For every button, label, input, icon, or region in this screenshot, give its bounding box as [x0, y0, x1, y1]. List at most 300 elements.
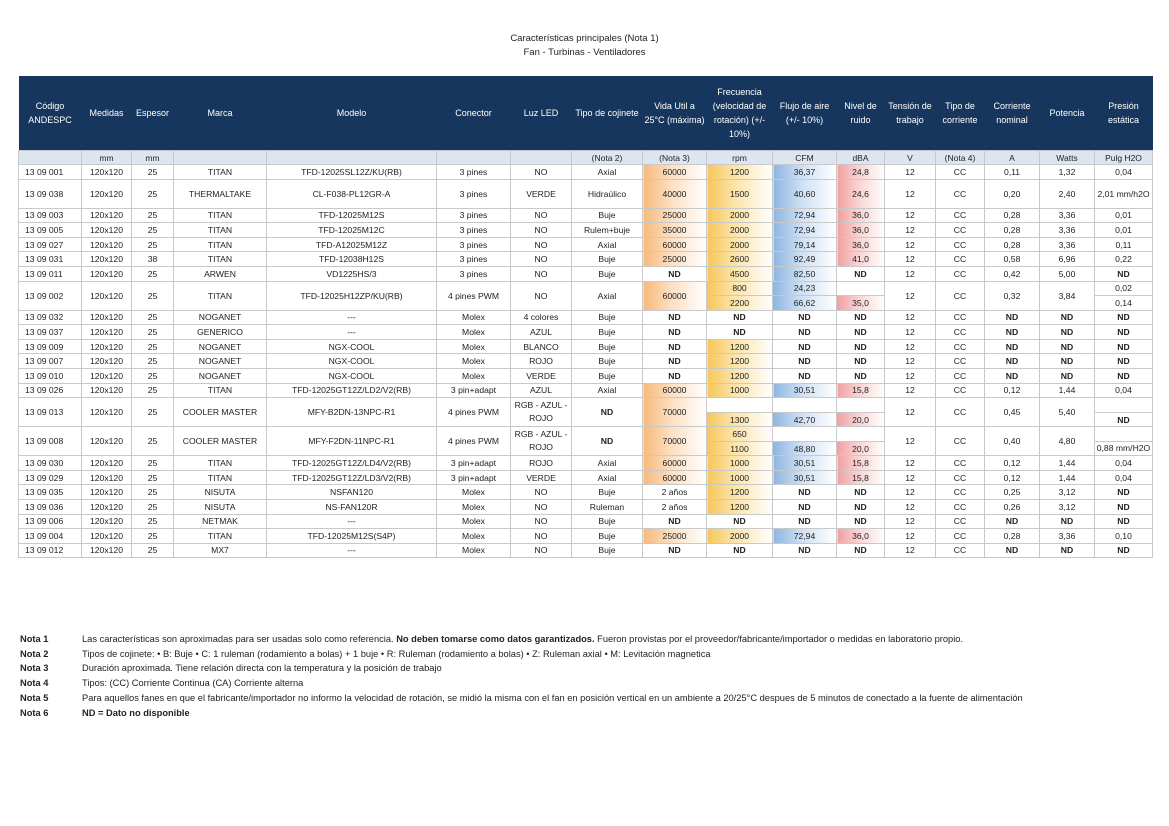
table-cell: ND: [572, 427, 643, 456]
table-cell: 0,22: [1095, 252, 1153, 267]
note-row: [20, 706, 1023, 721]
table-cell: 12: [885, 281, 936, 310]
note-text-bold: No deben tomarse como datos garantizados.: [396, 634, 595, 644]
table-cell: 25: [132, 456, 174, 471]
table-cell: CC: [936, 179, 985, 208]
table-cell: CC: [936, 310, 985, 325]
table-cell: ND: [1095, 339, 1153, 354]
table-cell: 12: [885, 456, 936, 471]
table-cell: 79,14: [773, 237, 837, 252]
table-cell: 3,12: [1040, 485, 1095, 500]
table-cell: CC: [936, 281, 985, 310]
cell-part: [1095, 398, 1152, 412]
cell-part: [707, 398, 772, 412]
table-cell: 72,94: [773, 208, 837, 223]
unit-cell: V: [885, 151, 936, 165]
table-cell: 25: [132, 368, 174, 383]
table-row: [19, 427, 1153, 456]
table-cell: 13 09 036: [19, 499, 82, 514]
unit-cell: (Nota 3): [643, 151, 707, 165]
table-cell: 0,32: [985, 281, 1040, 310]
table-cell: 12: [885, 383, 936, 398]
table-cell: 13 09 009: [19, 339, 82, 354]
table-cell: NO: [511, 266, 572, 281]
table-cell: Buje: [572, 208, 643, 223]
column-header: Potencia: [1040, 76, 1095, 151]
table-cell: Axial: [572, 456, 643, 471]
table-cell: 12: [885, 485, 936, 500]
table-cell: 13 09 011: [19, 266, 82, 281]
table-row: [19, 165, 1153, 180]
table-cell: ND: [985, 339, 1040, 354]
table-cell: 60000: [643, 470, 707, 485]
table-cell: 25: [132, 514, 174, 529]
table-cell: 15,8: [837, 383, 885, 398]
table-cell: Hidraúlico: [572, 179, 643, 208]
table-cell: ND: [773, 368, 837, 383]
table-cell: 120x120: [82, 165, 132, 180]
table-cell: 13 09 012: [19, 543, 82, 558]
column-header: Modelo: [267, 76, 437, 151]
table-cell: 120x120: [82, 499, 132, 514]
column-header: Medidas: [82, 76, 132, 151]
note-text-post: Fueron provistas por el proveedor/fabricante/importador o medidas en laboratorio propio.: [594, 634, 964, 644]
table-cell: 0,25: [985, 485, 1040, 500]
table-cell: ND: [643, 543, 707, 558]
table-cell: TITAN: [174, 281, 267, 310]
table-cell: Buje: [572, 310, 643, 325]
table-cell: 2000: [707, 237, 773, 252]
table-cell: 1000: [707, 470, 773, 485]
table-cell: Axial: [572, 237, 643, 252]
table-cell: 120x120: [82, 456, 132, 471]
cell-part: [837, 398, 884, 412]
table-cell: Molex: [437, 354, 511, 369]
unit-cell: [19, 151, 82, 165]
table-cell: 120x120: [82, 514, 132, 529]
table-cell: 120x120: [82, 237, 132, 252]
table-cell: 5,00: [1040, 266, 1095, 281]
table-cell: 25: [132, 470, 174, 485]
table-cell: 120x120: [82, 398, 132, 427]
table-row: [19, 325, 1153, 340]
table-cell: 6,96: [1040, 252, 1095, 267]
table-cell: CC: [936, 485, 985, 500]
table-cell: TITAN: [174, 470, 267, 485]
cell-part: 1100: [707, 441, 772, 456]
table-cell: 13 09 035: [19, 485, 82, 500]
table-cell: 3,36: [1040, 223, 1095, 238]
table-cell: 13 09 007: [19, 354, 82, 369]
table-cell: ROJO: [511, 354, 572, 369]
table-cell: 25: [132, 427, 174, 456]
table-cell: Axial: [572, 383, 643, 398]
table-cell: CC: [936, 383, 985, 398]
table-cell: 4 colores: [511, 310, 572, 325]
table-cell: ---: [267, 325, 437, 340]
unit-cell: Watts: [1040, 151, 1095, 165]
table-cell: 1000: [707, 383, 773, 398]
table-cell: 25: [132, 165, 174, 180]
table-cell: 30,51: [773, 470, 837, 485]
table-cell: 12: [885, 237, 936, 252]
cell-part: [837, 427, 884, 441]
table-cell: ND: [985, 310, 1040, 325]
table-cell: Axial: [572, 281, 643, 310]
table-cell: Buje: [572, 266, 643, 281]
table-cell: 1,44: [1040, 470, 1095, 485]
note-label: Nota 6: [20, 707, 49, 718]
cell-part: 20,0: [837, 441, 884, 456]
table-cell: 35000: [643, 223, 707, 238]
table-cell: Buje: [572, 514, 643, 529]
table-cell: NETMAK: [174, 514, 267, 529]
table-cell: ND: [643, 310, 707, 325]
table-cell: 13 09 038: [19, 179, 82, 208]
table-cell: [773, 398, 837, 427]
table-cell: ND: [707, 514, 773, 529]
cell-part: [773, 398, 836, 412]
table-cell: 25: [132, 529, 174, 544]
unit-cell: dBA: [837, 151, 885, 165]
table-cell: Ruleman: [572, 499, 643, 514]
table-cell: Buje: [572, 543, 643, 558]
table-cell: 0,28: [985, 529, 1040, 544]
cell-part: 0,02: [1115, 283, 1132, 294]
table-cell: 12: [885, 165, 936, 180]
table-cell: MX7: [174, 543, 267, 558]
table-cell: ND: [1095, 514, 1153, 529]
table-cell: [707, 281, 773, 310]
cell-part: 42,70: [773, 412, 836, 427]
table-cell: 13 09 002: [19, 281, 82, 310]
table-cell: CC: [936, 339, 985, 354]
table-cell: 38: [132, 252, 174, 267]
table-row: [19, 543, 1153, 558]
table-cell: 12: [885, 354, 936, 369]
unit-cell: mm: [132, 151, 174, 165]
table-cell: 120x120: [82, 543, 132, 558]
table-cell: CC: [936, 368, 985, 383]
table-row: [19, 529, 1153, 544]
unit-cell: [511, 151, 572, 165]
table-cell: 25: [132, 485, 174, 500]
table-cell: 3 pines: [437, 237, 511, 252]
table-cell: TITAN: [174, 252, 267, 267]
column-header: Código ANDESPC: [19, 76, 82, 151]
table-cell: TFD-12025GT12Z/LD4/V2(RB): [267, 456, 437, 471]
title-line-1: Características principales (Nota 1): [510, 33, 659, 44]
table-cell: 0,12: [985, 383, 1040, 398]
table-cell: 60000: [643, 281, 707, 310]
note-text-pre: Las características son aproximadas para ser usadas solo como referencia.: [82, 634, 397, 644]
table-cell: 13 09 004: [19, 529, 82, 544]
note-label: Nota 2: [20, 648, 49, 659]
table-cell: CC: [936, 252, 985, 267]
table-cell: 2 años: [643, 499, 707, 514]
table-cell: 2,40: [1040, 179, 1095, 208]
note-row: [20, 647, 1023, 662]
table-cell: ND: [837, 339, 885, 354]
table-cell: ND: [837, 499, 885, 514]
table-cell: Axial: [572, 470, 643, 485]
table-cell: 13 09 030: [19, 456, 82, 471]
table-cell: 120x120: [82, 252, 132, 267]
table-cell: 25: [132, 354, 174, 369]
table-cell: NO: [511, 252, 572, 267]
table-cell: 70000: [643, 427, 707, 456]
note-label: Nota 1: [20, 634, 49, 644]
table-cell: 0,01: [1095, 223, 1153, 238]
table-cell: CC: [936, 499, 985, 514]
table-cell: 2 años: [643, 485, 707, 500]
table-cell: NOGANET: [174, 339, 267, 354]
table-cell: 12: [885, 208, 936, 223]
table-cell: CC: [936, 529, 985, 544]
table-cell: 15,8: [837, 470, 885, 485]
table-cell: ND: [643, 368, 707, 383]
units-row: [19, 151, 1153, 165]
table-cell: 30,51: [773, 456, 837, 471]
table-cell: 13 09 013: [19, 398, 82, 427]
table-cell: AZUL: [511, 325, 572, 340]
table-cell: 3,12: [1040, 499, 1095, 514]
cell-part: 35,0: [837, 295, 884, 310]
table-cell: [1095, 398, 1153, 427]
table-cell: 13 09 006: [19, 514, 82, 529]
table-cell: 120x120: [82, 485, 132, 500]
table-cell: 13 09 005: [19, 223, 82, 238]
table-cell: Buje: [572, 354, 643, 369]
table-cell: 0,42: [985, 266, 1040, 281]
table-cell: CC: [936, 470, 985, 485]
table-cell: NOGANET: [174, 310, 267, 325]
title-line-2: Fan - Turbinas - Ventiladores: [523, 47, 646, 58]
table-cell: [837, 427, 885, 456]
table-cell: 70000: [643, 398, 707, 427]
unit-cell: (Nota 2): [572, 151, 643, 165]
table-cell: 41,0: [837, 252, 885, 267]
table-cell: TFD-A12025M12Z: [267, 237, 437, 252]
table-cell: ---: [267, 543, 437, 558]
table-cell: CC: [936, 325, 985, 340]
table-cell: RGB - AZUL - ROJO: [511, 427, 572, 456]
note-text-pre: Duración aproximada. Tiene relación directa con la temperatura y la posición de trabajo: [82, 663, 442, 674]
note-text-bold: ND = Dato no disponible: [82, 707, 190, 718]
table-cell: 13 09 010: [19, 368, 82, 383]
table-cell: 12: [885, 310, 936, 325]
table-cell: CC: [936, 456, 985, 471]
table-cell: 3 pines: [437, 223, 511, 238]
table-cell: [837, 281, 885, 310]
table-cell: 60000: [643, 456, 707, 471]
table-cell: ND: [773, 339, 837, 354]
table-cell: 0,26: [985, 499, 1040, 514]
unit-cell: (Nota 4): [936, 151, 985, 165]
table-cell: TITAN: [174, 529, 267, 544]
cell-part: 650: [707, 427, 772, 441]
table-cell: 40000: [643, 179, 707, 208]
table-cell: 60000: [643, 383, 707, 398]
table-cell: CC: [936, 427, 985, 456]
table-row: [19, 223, 1153, 238]
table-cell: 25: [132, 325, 174, 340]
table-cell: ND: [1095, 499, 1153, 514]
note-row: [20, 661, 1023, 676]
table-cell: 0,11: [1095, 237, 1153, 252]
table-cell: [1095, 427, 1153, 456]
table-cell: Buje: [572, 339, 643, 354]
table-cell: 12: [885, 266, 936, 281]
table-cell: NO: [511, 237, 572, 252]
column-header: Espesor: [132, 76, 174, 151]
table-cell: [773, 281, 837, 310]
table-cell: ND: [1095, 310, 1153, 325]
table-cell: THERMALTAKE: [174, 179, 267, 208]
table-cell: 4 pines PWM: [437, 427, 511, 456]
table-cell: TITAN: [174, 223, 267, 238]
table-cell: 25000: [643, 529, 707, 544]
table-cell: ND: [1040, 514, 1095, 529]
table-cell: 92,49: [773, 252, 837, 267]
table-cell: ROJO: [511, 456, 572, 471]
table-cell: Molex: [437, 368, 511, 383]
table-cell: AZUL: [511, 383, 572, 398]
table-row: [19, 470, 1153, 485]
table-body: [19, 165, 1153, 558]
cell-part: 48,80: [773, 441, 836, 456]
table-cell: ND: [1040, 310, 1095, 325]
table-row: [19, 368, 1153, 383]
table-cell: 12: [885, 179, 936, 208]
table-cell: NISUTA: [174, 485, 267, 500]
table-cell: 25: [132, 223, 174, 238]
note-text: [82, 706, 190, 721]
table-cell: ND: [985, 368, 1040, 383]
table-cell: 4 pines PWM: [437, 398, 511, 427]
column-header: Frecuencia (velocidad de rotación) (+/- 10%): [707, 76, 773, 151]
table-cell: 0,58: [985, 252, 1040, 267]
column-header: Tensión de trabajo: [885, 76, 936, 151]
table-cell: ---: [267, 310, 437, 325]
table-cell: 1500: [707, 179, 773, 208]
cell-part: 66,62: [773, 295, 836, 310]
table-cell: 13 09 032: [19, 310, 82, 325]
table-cell: 25: [132, 310, 174, 325]
table-cell: CC: [936, 223, 985, 238]
table-cell: 0,28: [985, 208, 1040, 223]
table-cell: ND: [643, 514, 707, 529]
table-cell: 2000: [707, 208, 773, 223]
table-cell: 25: [132, 266, 174, 281]
table-cell: NO: [511, 529, 572, 544]
table-cell: ND: [1040, 543, 1095, 558]
table-cell: CC: [936, 237, 985, 252]
table-cell: 13 09 026: [19, 383, 82, 398]
cell-part: [837, 281, 884, 295]
table-cell: 12: [885, 252, 936, 267]
table-cell: NO: [511, 499, 572, 514]
column-header: Nivel de ruido: [837, 76, 885, 151]
table-cell: NO: [511, 485, 572, 500]
table-cell: 0,28: [985, 223, 1040, 238]
table-cell: ND: [643, 339, 707, 354]
table-cell: 25: [132, 383, 174, 398]
table-row: [19, 266, 1153, 281]
table-cell: NOGANET: [174, 354, 267, 369]
table-cell: 25000: [643, 252, 707, 267]
table-cell: NO: [511, 165, 572, 180]
table-cell: 2000: [707, 529, 773, 544]
table-cell: VERDE: [511, 470, 572, 485]
table-row: [19, 252, 1153, 267]
table-cell: 3 pines: [437, 165, 511, 180]
table-cell: CC: [936, 354, 985, 369]
table-cell: 13 09 003: [19, 208, 82, 223]
table-cell: 0,11: [985, 165, 1040, 180]
table-row: [19, 208, 1153, 223]
table-cell: VERDE: [511, 368, 572, 383]
table-cell: ND: [773, 485, 837, 500]
table-cell: TITAN: [174, 237, 267, 252]
table-cell: ND: [985, 514, 1040, 529]
notes-section: [20, 632, 1023, 720]
table-cell: 1000: [707, 456, 773, 471]
table-cell: 13 09 029: [19, 470, 82, 485]
table-cell: 0,12: [985, 456, 1040, 471]
note-row: [20, 676, 1023, 691]
table-cell: Molex: [437, 514, 511, 529]
table-cell: 3 pines: [437, 252, 511, 267]
table-cell: Axial: [572, 165, 643, 180]
table-cell: 3 pin+adapt: [437, 456, 511, 471]
table-cell: COOLER MASTER: [174, 427, 267, 456]
table-cell: 120x120: [82, 383, 132, 398]
table-cell: 12: [885, 514, 936, 529]
table-cell: 2000: [707, 223, 773, 238]
table-cell: CC: [936, 266, 985, 281]
table-row: [19, 514, 1153, 529]
table-cell: 3,36: [1040, 208, 1095, 223]
table-cell: 0,45: [985, 398, 1040, 427]
table-cell: 0,28: [985, 237, 1040, 252]
table-cell: 12: [885, 543, 936, 558]
table-cell: 12: [885, 398, 936, 427]
cell-part: 2200: [707, 295, 772, 310]
table-cell: ND: [837, 310, 885, 325]
cell-part: 1300: [707, 412, 772, 427]
table-cell: 1,44: [1040, 383, 1095, 398]
table-cell: 0,04: [1095, 165, 1153, 180]
note-row: [20, 691, 1023, 706]
cell-part: 0,14: [1095, 295, 1152, 310]
table-cell: 0,04: [1095, 383, 1153, 398]
table-cell: NGX-COOL: [267, 339, 437, 354]
table-cell: CC: [936, 398, 985, 427]
table-cell: 36,0: [837, 529, 885, 544]
table-cell: 60000: [643, 165, 707, 180]
table-cell: ND: [773, 325, 837, 340]
table-cell: 0,01: [1095, 208, 1153, 223]
table-cell: 2600: [707, 252, 773, 267]
table-cell: 13 09 008: [19, 427, 82, 456]
table-cell: TITAN: [174, 165, 267, 180]
table-row: [19, 339, 1153, 354]
table-cell: TFD-12025M12S: [267, 208, 437, 223]
table-cell: Rulem+buje: [572, 223, 643, 238]
table-cell: 25: [132, 543, 174, 558]
table-cell: Buje: [572, 529, 643, 544]
